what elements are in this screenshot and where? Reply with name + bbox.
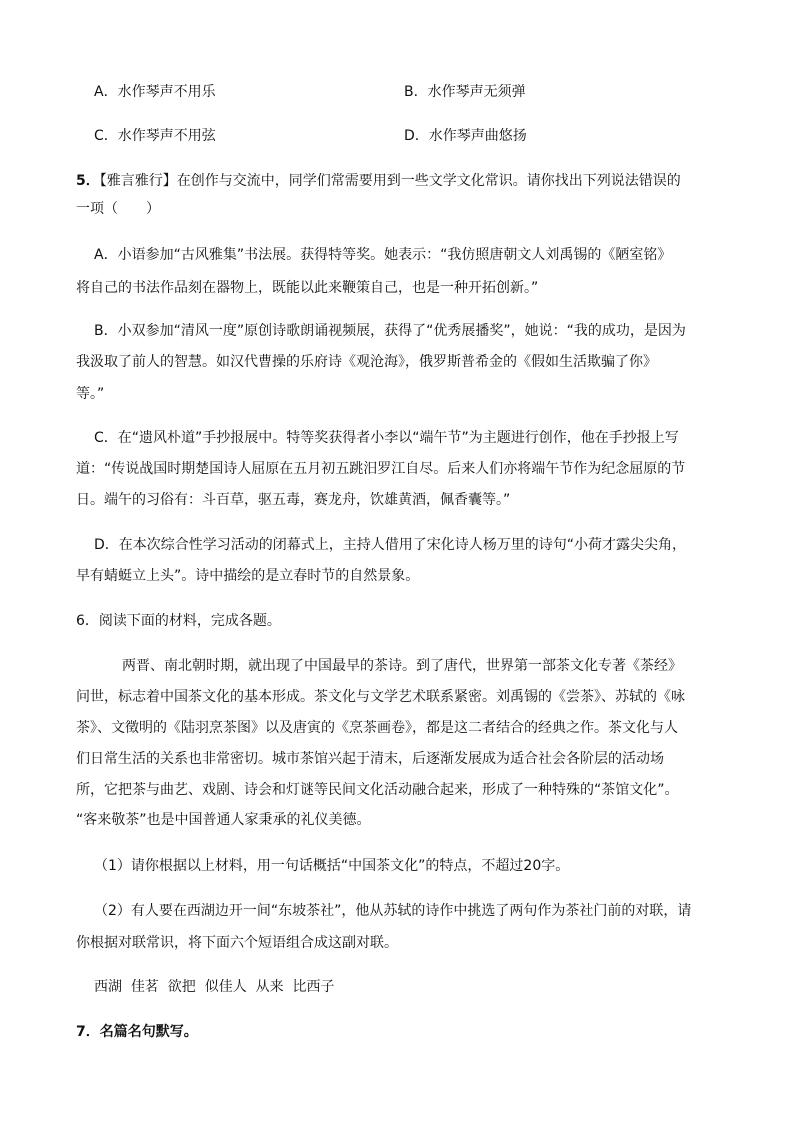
q5-option-d-line1: D．在本次综合性学习活动的闭幕式上，主持人借用了宋化诗人杨万里的诗句“小荷才露尖尖角，: [94, 537, 687, 553]
q6-subquestion-1: （1）请你根据以上材料，用一句话概括“中国茶文化”的特点，不超过20字。: [94, 858, 570, 874]
q6-passage-line5: 所，它把茶与曲艺、戏剧、诗会和灯谜等民间文化活动融合起来，形成了一种特殊的“茶馆文化”。: [76, 782, 679, 798]
q5-option-c-line3: 日。端午的习俗有：斗百草，驱五毒，赛龙舟，饮雄黄酒，佩香囊等。”: [76, 492, 511, 508]
q5-stem-line1: [76, 171, 681, 191]
q6-passage-line1: 两晋、南北朝时期，就出现了中国最早的茶诗。到了唐代，世界第一部茶文化专著《茶经》: [122, 658, 682, 674]
q5-option-b-line2: 我汲取了前人的智慧。如汉代曹操的乐府诗《观沧海》，俄罗斯普希金的《假如生活欺骗了你》: [76, 354, 657, 370]
q5-option-c-line2: 道：“传说战国时期楚国诗人屈原在五月初五跳汨罗江自尽。后来人们亦将端午节作为纪念屈原的节: [76, 461, 686, 477]
q5-number: 5．: [76, 173, 100, 189]
q5-stem-text: 【雅言雅行】在创作与交流中，同学们常需要用到一些文学文化常识。请你找出下列说法错误的: [99, 173, 681, 189]
q6-subquestion-2-line1: （2）有人要在西湖边开一间“东坡茶社”，他从苏轼的诗作中挑选了两句作为茶社门前的对联，请: [94, 903, 692, 919]
q4-option-a: A．水作琴声不用乐: [94, 84, 216, 100]
q5-option-a-line1: A．小语参加“古风雅集”书法展。获得特等奖。她表示：“我仿照唐朝文人刘禹锡的《陋室铭》: [94, 247, 672, 263]
q6-passage-line2: 问世，标志着中国茶文化的基本形成。茶文化与文学艺术联系紧密。刘禹锡的《尝茶》、苏轼的《咏: [76, 689, 685, 705]
q5-stem-line2: 一项（ ）: [76, 201, 160, 217]
q4-option-c: C．水作琴声不用弦: [94, 128, 216, 144]
q4-option-b: B．水作琴声无须弹: [404, 84, 526, 100]
q6-passage-line4: 们日常生活的关系也非常密切。城市茶馆兴起于清末，后逐渐发展成为适合社会各阶层的活动场: [76, 751, 664, 767]
q6-subquestion-2-line2: 你根据对联常识，将下面六个短语组合成这副对联。: [76, 935, 398, 951]
q5-option-b-line1: B．小双参加“清风一度”原创诗歌朗诵视频展，获得了“优秀展播奖”，她说：“我的成功，是因为: [94, 323, 686, 339]
q5-option-a-line2: 将自己的书法作品刻在器物上，既能以此来鞭策自己，也是一种开拓创新。”: [76, 280, 539, 296]
q5-option-c-line1: C．在“遗风朴道”手抄报展中。特等奖获得者小李以“端午节”为主题进行创作，他在手抄报上写: [94, 430, 679, 446]
q5-option-d-line2: 早有蜻蜓立上头”。诗中描绘的是立春时节的自然景象。: [76, 568, 420, 584]
q6-phrase-list: 西湖 佳茗 欲把 似佳人 从来 比西子: [94, 979, 335, 995]
q5-option-b-line3: 等。”: [76, 386, 105, 402]
q6-heading: 6．阅读下面的材料，完成各题。: [76, 613, 281, 629]
q6-passage-line3: 茶》、文徵明的《陆羽烹茶图》以及唐寅的《烹茶画卷》，都是这二者结合的经典之作。茶文化与人: [76, 720, 678, 736]
q4-option-d: D．水作琴声曲悠扬: [404, 128, 527, 144]
q7-heading: 7．名篇名句默写。: [76, 1024, 198, 1040]
q6-passage-line6: “客来敬茶”也是中国普通人家秉承的礼仪美德。: [76, 812, 371, 828]
